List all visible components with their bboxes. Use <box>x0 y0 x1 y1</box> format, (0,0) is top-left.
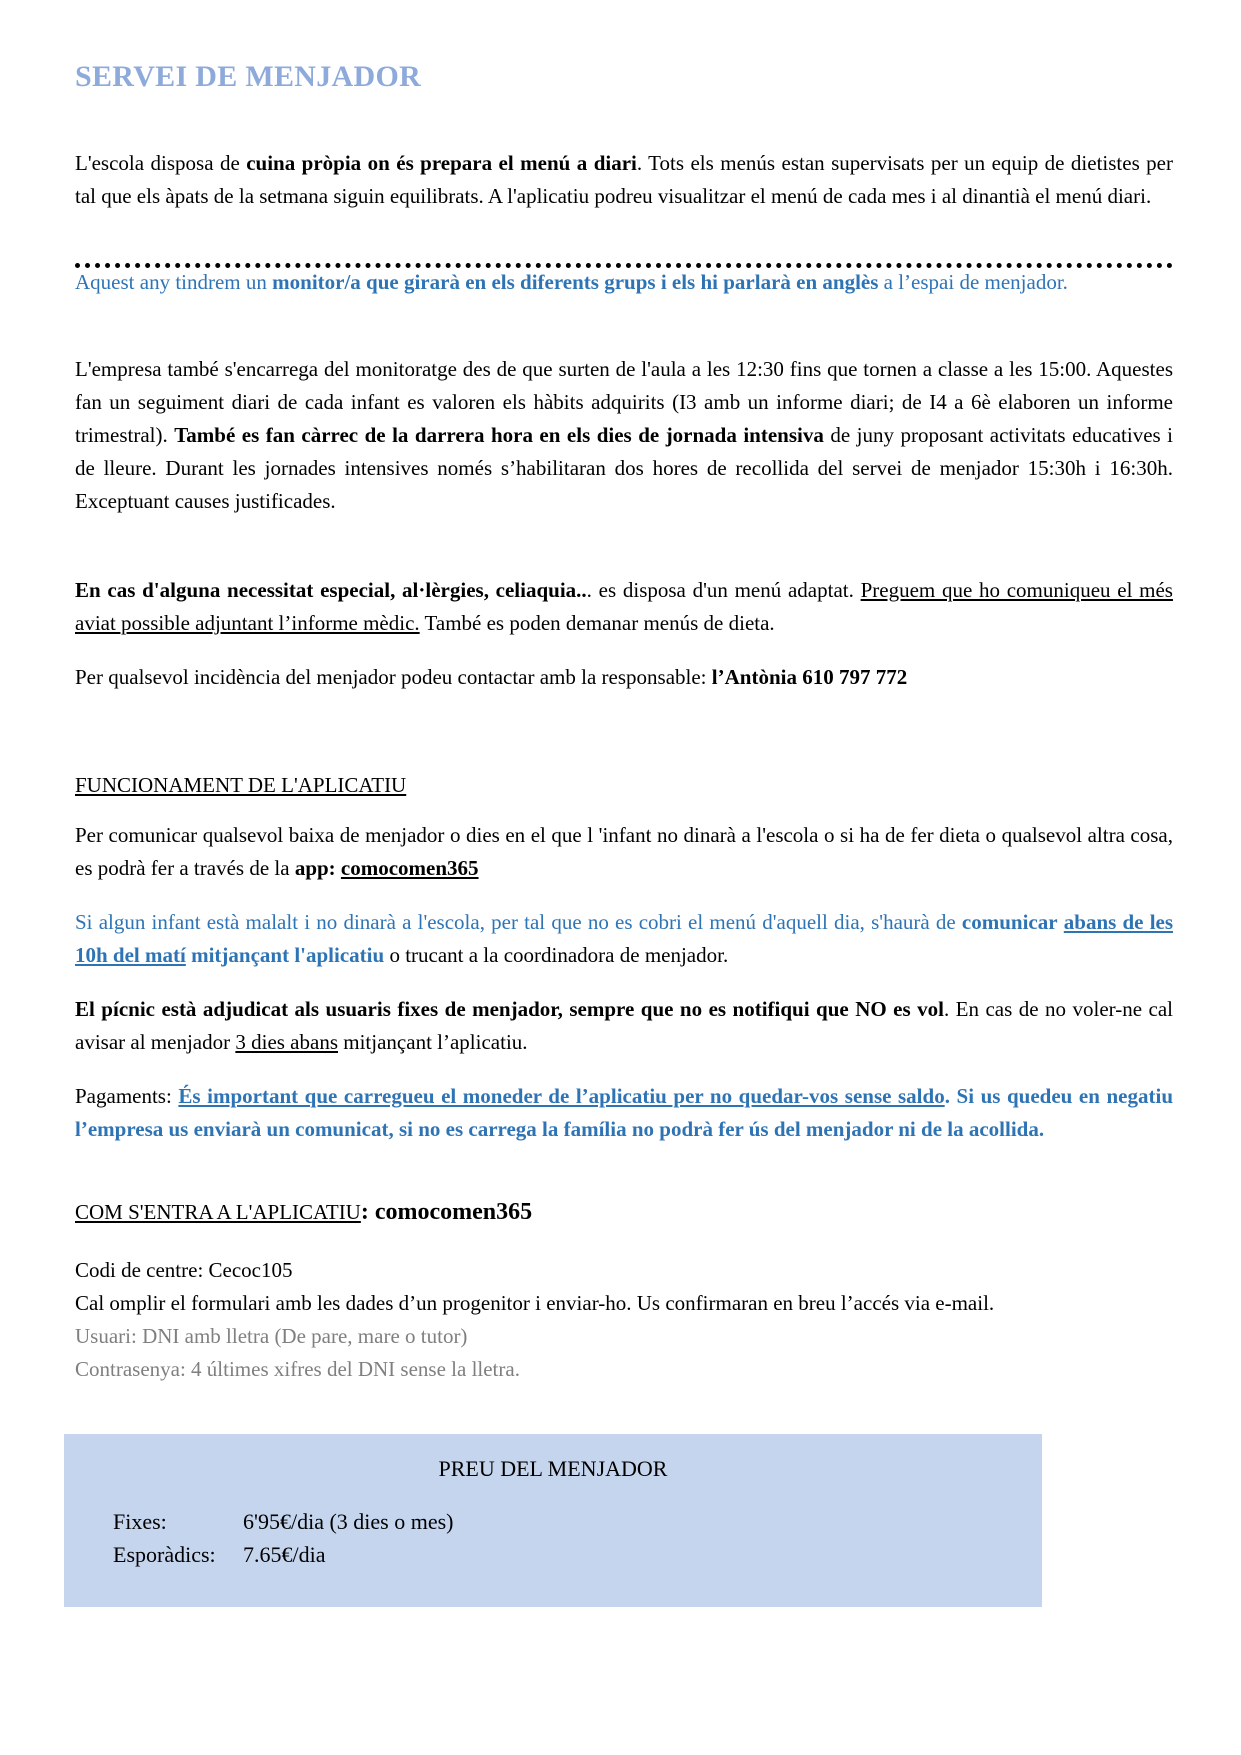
empresa-text-a: L'empresa també s'encarrega del monitoratge des de que surten de l'aula a les 12:30 fins que tornen a classe a les 15:00. Aquestes fan un seguiment diari de cada infant es valoren els hàbits adquirits (I3 amb un informe diari; de I4 a 6è elaboren un informe trimestral). <box>75 357 1173 447</box>
incidencia-paragraph <box>75 661 1173 694</box>
price-label-esporadics: Esporàdics: <box>113 1542 216 1567</box>
empresa-text-bold: També es fan càrrec de la darrera hora en els dies de jornada intensiva <box>174 423 824 447</box>
picnic-paragraph <box>75 993 1173 1059</box>
app-name: comocomen365 <box>340 856 479 880</box>
pagaments-label: Pagaments: <box>75 1084 179 1108</box>
monitor-paragraph <box>75 266 1173 299</box>
price-row-fixes <box>113 1509 453 1535</box>
access-instructions <box>75 1254 1173 1386</box>
formulari-instructions: Cal omplir el formulari amb les dades d’un progenitor i enviar-ho. Us confirmaran en breu l’accés via e-mail. <box>75 1291 995 1315</box>
price-label-fixes: Fixes: <box>113 1509 167 1534</box>
especial-text-underlined: Preguem que ho comuniqueu el més aviat possible adjuntant l’informe mèdic. <box>75 578 1173 635</box>
contrasenya-hint: Contrasenya: 4 últimes xifres del DNI sense la lletra. <box>75 1357 520 1381</box>
picnic-deadline: 3 dies abans <box>235 1030 339 1054</box>
price-row-esporadics <box>113 1542 326 1568</box>
malalt-via-app: mitjançant l'aplicatiu <box>191 943 385 967</box>
malalt-text-a: Si algun infant està malalt i no dinarà a l'escola, per tal que no es cobri el menú d'aquell dia, s'haurà de <box>75 910 962 934</box>
com-entra-app: : comocomen365 <box>360 1199 533 1225</box>
malalt-paragraph <box>75 906 1173 972</box>
malalt-deadline: abans de les 10h del matí <box>75 910 1174 967</box>
picnic-text-b: . En cas de no voler-ne cal avisar al menjador <box>75 997 1173 1054</box>
price-box <box>64 1434 1042 1607</box>
price-value-fixes: 6'95€/dia (3 dies o mes) <box>243 1509 454 1534</box>
intro-text-c: . Tots els menús estan supervisats per un equip de dietistes per tal que els àpats de la setmana siguin equilibrats. A l'aplicatiu podreu visualitzar el menú de cada mes i al dinantià el menú diari. <box>75 151 1173 208</box>
usuari-hint: Usuari: DNI amb lletra (De pare, mare o tutor) <box>75 1324 468 1348</box>
baixa-text-a: Per comunicar qualsevol baixa de menjador o dies en el que l 'infant no dinarà a l'escola o si ha de fer dieta o qualsevol altra cosa, es podrà fer a través de la <box>75 823 1173 880</box>
baixa-paragraph <box>75 819 1173 885</box>
pagaments-warning: . Si us quedeu en negatiu l’empresa us enviarà un comunicat, si no es carrega la família no podrà fer ús del menjador ni de la acollida. <box>75 1084 1173 1141</box>
price-title: PREU DEL MENJADOR <box>438 1456 668 1481</box>
especial-paragraph <box>75 574 1173 640</box>
page-title: SERVEI DE MENJADOR <box>75 60 422 93</box>
monitor-text-c: a l’espai de menjador. <box>878 270 1068 294</box>
malalt-text-e: o trucant a la coordinadora de menjador. <box>384 943 729 967</box>
incidencia-text-a: Per qualsevol incidència del menjador podeu contactar amb la responsable: <box>75 665 712 689</box>
intro-text-bold: cuina pròpia on és prepara el menú a diari <box>246 151 637 175</box>
app-label: app: <box>294 856 341 880</box>
especial-text-d: També es poden demanar menús de dieta. <box>419 611 775 635</box>
especial-text-bold: En cas d'alguna necessitat especial, al·lèrgies, celiaquia.. <box>75 578 587 602</box>
monitor-text-bold: monitor/a que girarà en els diferents grups i els hi parlarà en anglès <box>272 270 879 294</box>
monitor-text-a: Aquest any tindrem un <box>75 270 273 294</box>
empresa-text-c: de juny proposant activitats educatives i de lleure. Durant les jornades intensives només s’habilitaran dos hores de recollida del servei de menjador 15:30h i 16:30h. Exceptuant causes justificades. <box>75 423 1174 513</box>
com-entra-text: COM S'ENTRA A L'APLICATIU <box>75 1200 361 1224</box>
pagaments-important: És important que carregueu el moneder de l’aplicatiu per no quedar-vos sense saldo <box>178 1084 945 1108</box>
intro-text-a: L'escola disposa de <box>75 151 247 175</box>
codi-centre: Codi de centre: Cecoc105 <box>75 1258 293 1282</box>
empresa-paragraph <box>75 353 1173 518</box>
funcionament-heading-text: FUNCIONAMENT DE L'APLICATIU <box>75 773 407 797</box>
pagaments-paragraph <box>75 1080 1173 1146</box>
malalt-comunicar: comunicar <box>961 910 1058 934</box>
picnic-text-bold: El pícnic està adjudicat als usuaris fixes de menjador, sempre que no es notifiqui que NO es vol <box>75 997 944 1021</box>
especial-text-b: . es disposa d'un menú adaptat. <box>586 578 861 602</box>
com-entra-heading <box>75 1196 1173 1229</box>
funcionament-heading <box>75 769 1173 802</box>
intro-paragraph <box>75 147 1173 213</box>
picnic-text-d: mitjançant l’aplicatiu. <box>338 1030 528 1054</box>
responsable-contact: l’Antònia 610 797 772 <box>711 665 908 689</box>
price-value-esporadics: 7.65€/dia <box>243 1542 326 1567</box>
